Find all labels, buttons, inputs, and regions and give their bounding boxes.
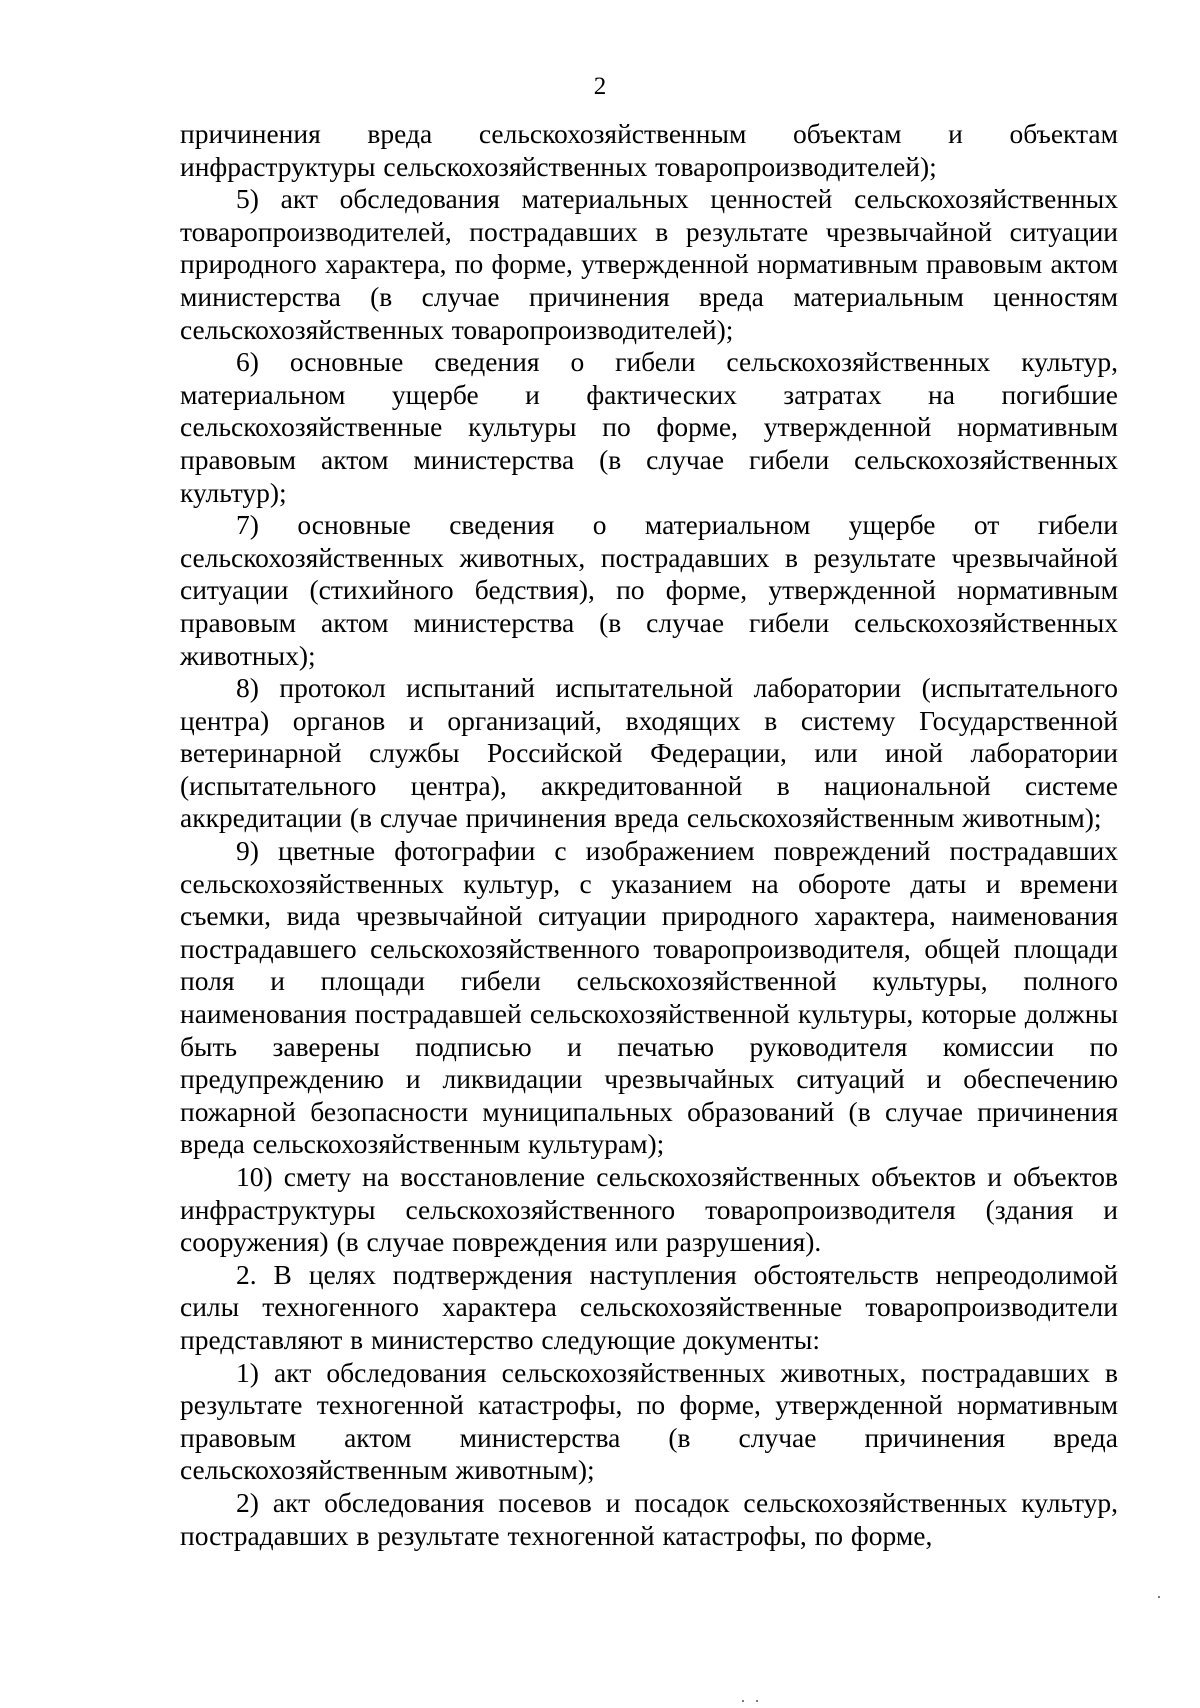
page-number: 2 — [593, 73, 607, 100]
paragraph-item-9: 9) цветные фотографии с изображением повреждений пострадавших сельскохозяйственных культур, с указанием на обороте даты и времени съемки, вида чрезвычайной ситуации природного характера, наименования пострадавшего сельскохозяйственного товаропроизводителя, общей площади поля и площади гибели сельскохозяйственной культуры, полного наименования пострадавшей сельскохозяйственной культуры, которые должны быть заверены подписью и печатью руководителя комиссии по предупреждению и ликвидации чрезвычайных ситуаций и обеспечению пожарной безопасности муниципальных образований (в случае причинения вреда сельскохозяйственным культурам); — [180, 835, 1118, 1160]
paragraph-section-2-item-1: 1) акт обследования сельскохозяйственных животных, пострадавших в результате техногенной катастрофы, по форме, утвержденной нормативным правовым актом министерства (в случае причинения вреда сельскохозяйственным животным); — [180, 1356, 1118, 1486]
paragraph-section-2: 2. В целях подтверждения наступления обстоятельств непреодолимой силы техногенного характера сельскохозяйственные товаропроизводители представляют в министерство следующие документы: — [180, 1258, 1118, 1355]
scan-artifact — [1158, 1596, 1160, 1598]
paragraph-section-2-item-2: 2) акт обследования посевов и посадок сельскохозяйственных культур, пострадавших в результате техногенной катастрофы, по форме, — [180, 1486, 1118, 1551]
document-body — [180, 118, 1118, 1552]
scan-artifact — [742, 1700, 744, 1702]
paragraph-continuation: причинения вреда сельскохозяйственным объектам и объектам инфраструктуры сельскохозяйственных товаропроизводителей); — [180, 118, 1118, 182]
paragraph-item-5: 5) акт обследования материальных ценностей сельскохозяйственных товаропроизводителей, пострадавших в результате чрезвычайной ситуации природного характера, по форме, утвержденной нормативным правовым актом министерства (в случае причинения вреда материальным ценностям сельскохозяйственных товаропроизводителей); — [180, 183, 1118, 345]
scan-artifact — [756, 1700, 758, 1702]
paragraph-item-7: 7) основные сведения о материальном ущербе от гибели сельскохозяйственных животных, пострадавших в результате чрезвычайной ситуации (стихийного бедствия), по форме, утвержденной нормативным правовым актом министерства (в случае гибели сельскохозяйственных животных); — [180, 509, 1118, 671]
paragraph-item-8: 8) протокол испытаний испытательной лаборатории (испытательного центра) органов и организаций, входящих в систему Государственной ветеринарной службы Российской Федерации, или иной лаборатории (испытательного центра), аккредитованной в национальной системе аккредитации (в случае причинения вреда сельскохозяйственным животным); — [180, 672, 1118, 834]
paragraph-item-6: 6) основные сведения о гибели сельскохозяйственных культур, материальном ущербе и фактических затратах на погибшие сельскохозяйственные культуры по форме, утвержденной нормативным правовым актом министерства (в случае гибели сельскохозяйственных культур); — [180, 346, 1118, 508]
paragraph-item-10: 10) смету на восстановление сельскохозяйственных объектов и объектов инфраструктуры сельскохозяйственного товаропроизводителя (здания и сооружения) (в случае повреждения или разрушения). — [180, 1161, 1118, 1258]
